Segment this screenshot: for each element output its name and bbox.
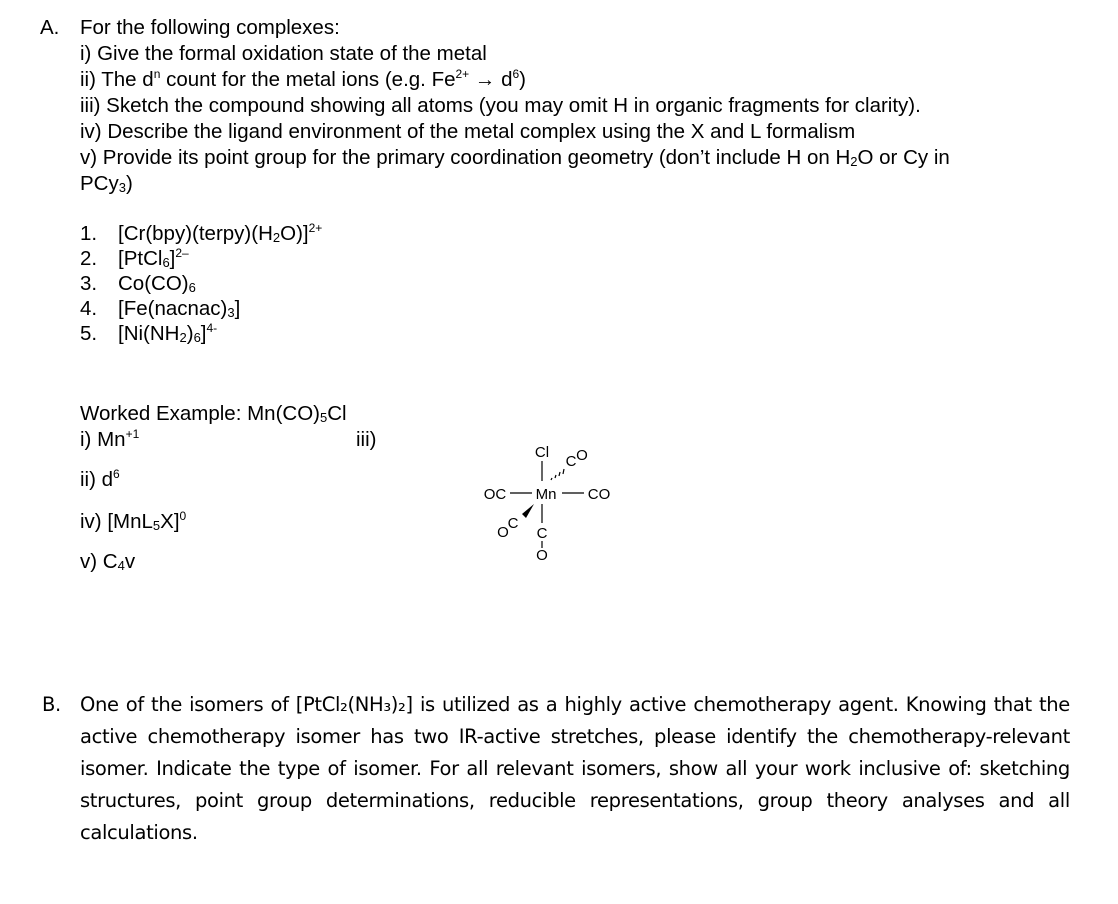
paragraph-word: chemotherapy bbox=[693, 693, 832, 716]
complex-number: 2. bbox=[80, 247, 98, 270]
paragraph-word: two bbox=[413, 725, 449, 748]
section-b-line bbox=[80, 693, 1070, 723]
paragraph-word: identify bbox=[726, 725, 797, 748]
worked-example-xl-formalism: iv) $[MnL5X]^0$ bbox=[80, 509, 187, 533]
paragraph-word: One bbox=[80, 693, 119, 716]
paragraph-word: agent. bbox=[838, 693, 899, 716]
paragraph-word: [PtCl₂(NH₃)₂] bbox=[295, 693, 413, 716]
section-b-line bbox=[80, 725, 1070, 755]
complex-formula: Co(CO)6 bbox=[118, 272, 196, 295]
paragraph-word: all bbox=[1048, 789, 1070, 812]
right-carbonyl-label: CO bbox=[587, 486, 611, 503]
paragraph-word: structures, bbox=[80, 789, 182, 812]
paragraph-word: all bbox=[725, 757, 748, 780]
paragraph-word: the bbox=[1038, 693, 1070, 716]
paragraph-word: theory bbox=[826, 789, 888, 812]
paragraph-word: For bbox=[429, 757, 459, 780]
section-a-heading: For the following complexes: bbox=[80, 16, 340, 39]
complex-formula: [Fe(nacnac)3] bbox=[118, 297, 241, 320]
complex-formula: $[Ni(NH2)6]^{4-}$ bbox=[118, 321, 218, 345]
chloride-label: Cl bbox=[534, 444, 550, 461]
complex-formula: [Cr(bpy)(terpy)(H2O)]$^{2+}$ bbox=[118, 221, 323, 245]
instruction-iv: iv) Describe the ligand environment of the metal complex using the X and L formalism bbox=[80, 120, 856, 143]
paragraph-word: please bbox=[654, 725, 716, 748]
paragraph-word: relevant bbox=[495, 757, 574, 780]
paragraph-word: has bbox=[370, 725, 404, 748]
section-b-marker: B. bbox=[42, 693, 61, 716]
paragraph-word: analyses bbox=[901, 789, 985, 812]
worked-example-oxidation-state: i) $Mn^{+1}$ bbox=[80, 427, 140, 451]
instruction-iii: iii) Sketch the compound showing all atoms (you may omit H in organic fragments for clarity). bbox=[80, 94, 921, 117]
paragraph-word: a bbox=[545, 693, 558, 716]
paragraph-word: and bbox=[998, 789, 1035, 812]
paragraph-word: group bbox=[757, 789, 813, 812]
paragraph-word: of bbox=[125, 693, 144, 716]
worked-example-dn-count: ii) $d^6$ bbox=[80, 467, 120, 491]
paragraph-word: IR-active bbox=[458, 725, 541, 748]
paragraph-word: active bbox=[629, 693, 687, 716]
paragraph-word: Indicate bbox=[156, 757, 232, 780]
paragraph-word: isomers bbox=[189, 693, 264, 716]
section-b-last-line: calculations. bbox=[80, 821, 198, 844]
paragraph-word: isomer. bbox=[353, 757, 422, 780]
solid-wedge-bond bbox=[522, 504, 534, 518]
paragraph-word: show bbox=[668, 757, 718, 780]
paragraph-word: point bbox=[195, 789, 243, 812]
paragraph-word: group bbox=[256, 789, 312, 812]
complex-number: 5. bbox=[80, 322, 98, 345]
paragraph-word: that bbox=[993, 693, 1032, 716]
paragraph-word: of bbox=[327, 757, 346, 780]
paragraph-word: type bbox=[277, 757, 320, 780]
paragraph-word: of bbox=[270, 693, 289, 716]
paragraph-word: highly bbox=[564, 693, 622, 716]
back-carbonyl-c: C bbox=[565, 453, 577, 470]
paragraph-word: as bbox=[517, 693, 539, 716]
paragraph-word: reducible bbox=[488, 789, 576, 812]
left-carbonyl-label: OC bbox=[483, 486, 507, 503]
paragraph-word: isomers, bbox=[581, 757, 662, 780]
paragraph-word: utilized bbox=[441, 693, 511, 716]
bottom-carbonyl-o: O bbox=[536, 547, 548, 564]
section-b-line bbox=[80, 757, 1070, 787]
paragraph-word: of: bbox=[948, 757, 972, 780]
paragraph-word: representations, bbox=[589, 789, 744, 812]
paragraph-word: Knowing bbox=[905, 693, 987, 716]
paragraph-word: inclusive bbox=[858, 757, 941, 780]
hashed-wedge-bond bbox=[551, 469, 564, 480]
paragraph-word: the bbox=[806, 725, 838, 748]
complex-number: 1. bbox=[80, 222, 98, 245]
front-carbonyl-c: C bbox=[507, 515, 519, 532]
paragraph-word: chemotherapy bbox=[147, 725, 286, 748]
paragraph-word: isomer. bbox=[80, 757, 149, 780]
paragraph-word: is bbox=[419, 693, 435, 716]
paragraph-word: the bbox=[239, 757, 271, 780]
section-a-marker: A. bbox=[40, 16, 60, 39]
worked-example-title: Worked Example: Mn(CO)5Cl bbox=[80, 402, 347, 425]
section-b-line bbox=[80, 789, 1070, 819]
instruction-v-continued: PCy3) bbox=[80, 172, 133, 195]
worked-example-iii-label: iii) bbox=[356, 428, 377, 451]
complex-formula: [PtCl6]$^{2-}$ bbox=[118, 246, 189, 270]
instruction-ii: ii) The $d^n$ count for the metal ions (e.g. $Fe^{2+} \to d^6$) bbox=[80, 67, 526, 91]
manganese-label: Mn bbox=[535, 486, 557, 503]
paragraph-word: work bbox=[804, 757, 851, 780]
instruction-i: i) Give the formal oxidation state of the metal bbox=[80, 42, 487, 65]
paragraph-word: active bbox=[80, 725, 138, 748]
paragraph-word: the bbox=[151, 693, 182, 716]
paragraph-word: sketching bbox=[979, 757, 1070, 780]
paragraph-word: isomer bbox=[295, 725, 360, 748]
paragraph-word: chemotherapy-relevant bbox=[848, 725, 1070, 748]
paragraph-word: determinations, bbox=[325, 789, 475, 812]
worked-example-point-group: v) C4v bbox=[80, 550, 136, 573]
complex-number: 3. bbox=[80, 272, 98, 295]
paragraph-word: your bbox=[754, 757, 798, 780]
paragraph-word: all bbox=[466, 757, 489, 780]
front-carbonyl-o: O bbox=[497, 524, 509, 541]
complex-number: 4. bbox=[80, 297, 98, 320]
bottom-carbonyl-c: C bbox=[536, 525, 548, 542]
paragraph-word: stretches, bbox=[550, 725, 644, 748]
mn-complex-structure bbox=[470, 436, 630, 570]
instruction-v: v) Provide its point group for the primary coordination geometry (don’t include H on H2O or Cy in bbox=[80, 146, 950, 169]
back-carbonyl-o: O bbox=[576, 447, 588, 464]
